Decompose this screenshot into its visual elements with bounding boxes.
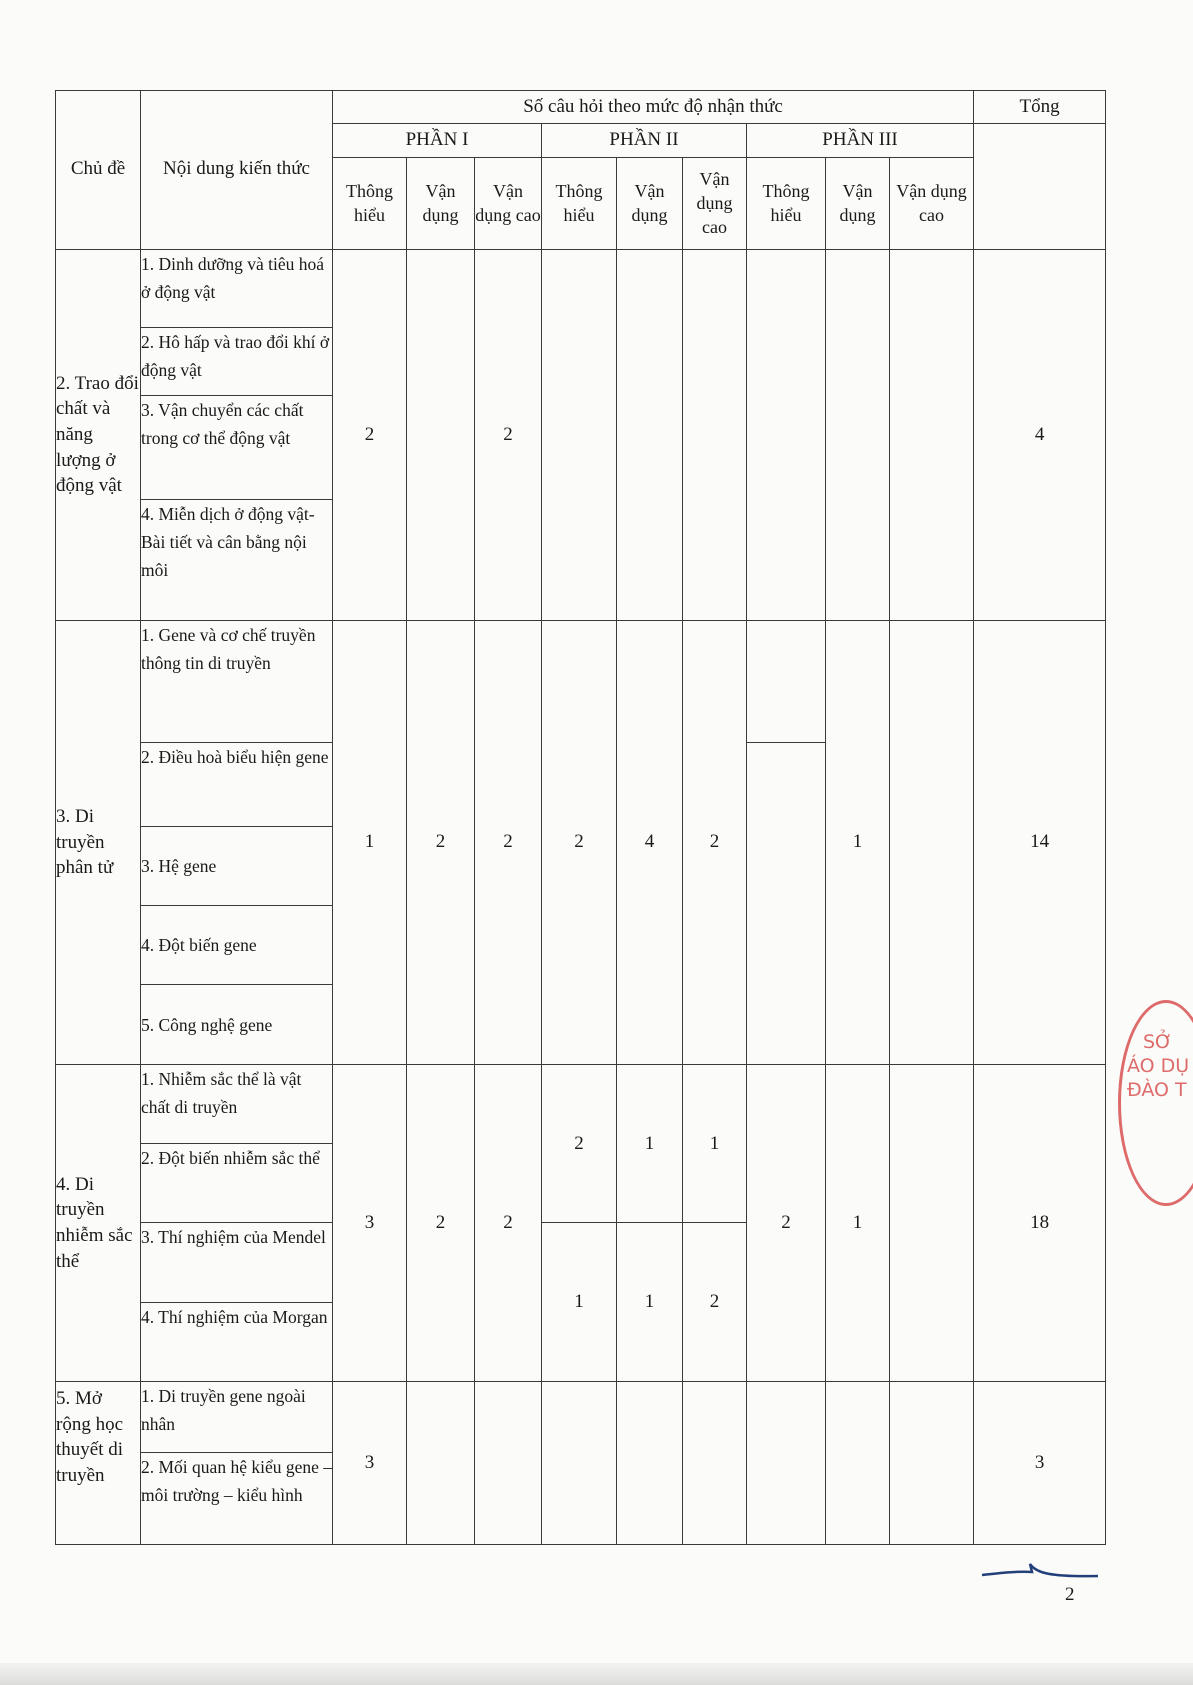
part-2-header: PHẦN II bbox=[542, 124, 747, 157]
stamp-line: ÁO DỤ bbox=[1127, 1055, 1190, 1077]
content-cell: 3. Vận chuyển các chất trong cơ thể động vật bbox=[141, 395, 333, 499]
total-cell: 18 bbox=[974, 1064, 1106, 1381]
content-cell: 2. Hô hấp và trao đổi khí ở động vật bbox=[141, 327, 333, 395]
value-cell: 2 bbox=[475, 249, 542, 621]
value-cell: 2 bbox=[475, 1064, 542, 1381]
value-cell bbox=[683, 249, 747, 621]
value-cell: 2 bbox=[683, 1223, 747, 1382]
content-cell: 4. Miễn dịch ở động vật- Bài tiết và cân bằng nội môi bbox=[141, 500, 333, 621]
col-total-header: Tổng bbox=[974, 91, 1106, 124]
topic-cell: 2. Trao đổi chất và năng lượng ở động vật bbox=[56, 249, 141, 621]
value-cell bbox=[890, 1382, 974, 1545]
level-thong-hieu: Thông hiểu bbox=[542, 157, 617, 249]
page-number: 2 bbox=[1065, 1584, 1075, 1605]
col-topic-header: Chủ đề bbox=[56, 91, 141, 250]
total-cell: 4 bbox=[974, 249, 1106, 621]
level-van-dung-cao: Vận dụng cao bbox=[683, 157, 747, 249]
value-cell: 2 bbox=[542, 1064, 617, 1223]
part-1-header: PHẦN I bbox=[333, 124, 542, 157]
level-thong-hieu: Thông hiểu bbox=[747, 157, 826, 249]
content-cell: 1. Gene và cơ chế truyền thông tin di truyền bbox=[141, 621, 333, 743]
level-van-dung: Vận dụng bbox=[407, 157, 475, 249]
level-thong-hieu: Thông hiểu bbox=[333, 157, 407, 249]
content-cell: 3. Thí nghiệm của Mendel bbox=[141, 1223, 333, 1302]
page-bottom-shadow bbox=[0, 1663, 1193, 1685]
value-cell bbox=[407, 249, 475, 621]
value-cell bbox=[542, 249, 617, 621]
value-cell bbox=[683, 1382, 747, 1545]
table-row bbox=[56, 1382, 1106, 1453]
value-cell bbox=[747, 743, 826, 1064]
value-cell bbox=[542, 1382, 617, 1545]
signature-mark bbox=[980, 1555, 1100, 1585]
topic-cell: 4. Di truyền nhiễm sắc thể bbox=[56, 1064, 141, 1381]
red-stamp bbox=[1118, 1000, 1193, 1206]
content-cell: 4. Thí nghiệm của Morgan bbox=[141, 1302, 333, 1381]
value-cell: 3 bbox=[333, 1382, 407, 1545]
level-van-dung: Vận dụng bbox=[617, 157, 683, 249]
content-cell: 2. Mối quan hệ kiểu gene –môi trường – kiểu hình bbox=[141, 1452, 333, 1544]
total-cell: 3 bbox=[974, 1382, 1106, 1545]
value-cell: 1 bbox=[683, 1064, 747, 1223]
value-cell: 3 bbox=[333, 1064, 407, 1381]
value-cell bbox=[890, 1064, 974, 1381]
content-cell: 1. Dinh dưỡng và tiêu hoá ở động vật bbox=[141, 249, 333, 327]
value-cell: 2 bbox=[333, 249, 407, 621]
value-cell bbox=[826, 249, 890, 621]
value-cell: 1 bbox=[333, 621, 407, 1065]
content-cell: 2. Đột biến nhiễm sắc thể bbox=[141, 1144, 333, 1223]
value-cell: 1 bbox=[542, 1223, 617, 1382]
value-cell bbox=[747, 249, 826, 621]
level-van-dung-cao: Vận dụng cao bbox=[475, 157, 542, 249]
level-van-dung: Vận dụng bbox=[826, 157, 890, 249]
value-cell: 2 bbox=[747, 1064, 826, 1381]
content-cell: 2. Điều hoà biểu hiện gene bbox=[141, 743, 333, 827]
content-cell: 1. Di truyền gene ngoài nhân bbox=[141, 1382, 333, 1453]
value-cell bbox=[617, 249, 683, 621]
value-cell: 1 bbox=[617, 1064, 683, 1223]
value-cell bbox=[747, 621, 826, 743]
total-cell: 14 bbox=[974, 621, 1106, 1065]
total-header-spacer bbox=[974, 124, 1106, 249]
col-content-header: Nội dung kiến thức bbox=[141, 91, 333, 250]
stamp-line: SỞ bbox=[1143, 1031, 1173, 1053]
value-cell: 1 bbox=[617, 1223, 683, 1382]
part-3-header: PHẦN III bbox=[747, 124, 974, 157]
table-row bbox=[56, 1064, 1106, 1143]
stamp-line: ĐÀO T bbox=[1127, 1079, 1187, 1101]
table-row bbox=[56, 249, 1106, 327]
cognitive-level-matrix-table bbox=[55, 90, 1106, 1545]
value-cell bbox=[407, 1382, 475, 1545]
levels-title-header: Số câu hỏi theo mức độ nhận thức bbox=[333, 91, 974, 124]
value-cell: 2 bbox=[407, 621, 475, 1065]
value-cell: 4 bbox=[617, 621, 683, 1065]
topic-cell: 5. Mở rộng học thuyết di truyền bbox=[56, 1382, 141, 1545]
content-cell: 5. Công nghệ gene bbox=[141, 985, 333, 1064]
value-cell: 2 bbox=[475, 621, 542, 1065]
value-cell: 2 bbox=[683, 621, 747, 1065]
value-cell bbox=[747, 1382, 826, 1545]
value-cell bbox=[890, 249, 974, 621]
value-cell: 1 bbox=[826, 621, 890, 1065]
value-cell bbox=[826, 1382, 890, 1545]
value-cell: 2 bbox=[542, 621, 617, 1065]
value-cell bbox=[475, 1382, 542, 1545]
value-cell bbox=[890, 621, 974, 1065]
table-row bbox=[56, 621, 1106, 743]
value-cell bbox=[617, 1382, 683, 1545]
topic-cell: 3. Di truyền phân tử bbox=[56, 621, 141, 1065]
content-cell: 4. Đột biến gene bbox=[141, 906, 333, 985]
content-cell: 1. Nhiễm sắc thể là vật chất di truyền bbox=[141, 1064, 333, 1143]
content-cell: 3. Hệ gene bbox=[141, 826, 333, 905]
level-van-dung-cao: Vận dụng cao bbox=[890, 157, 974, 249]
value-cell: 2 bbox=[407, 1064, 475, 1381]
value-cell: 1 bbox=[826, 1064, 890, 1381]
